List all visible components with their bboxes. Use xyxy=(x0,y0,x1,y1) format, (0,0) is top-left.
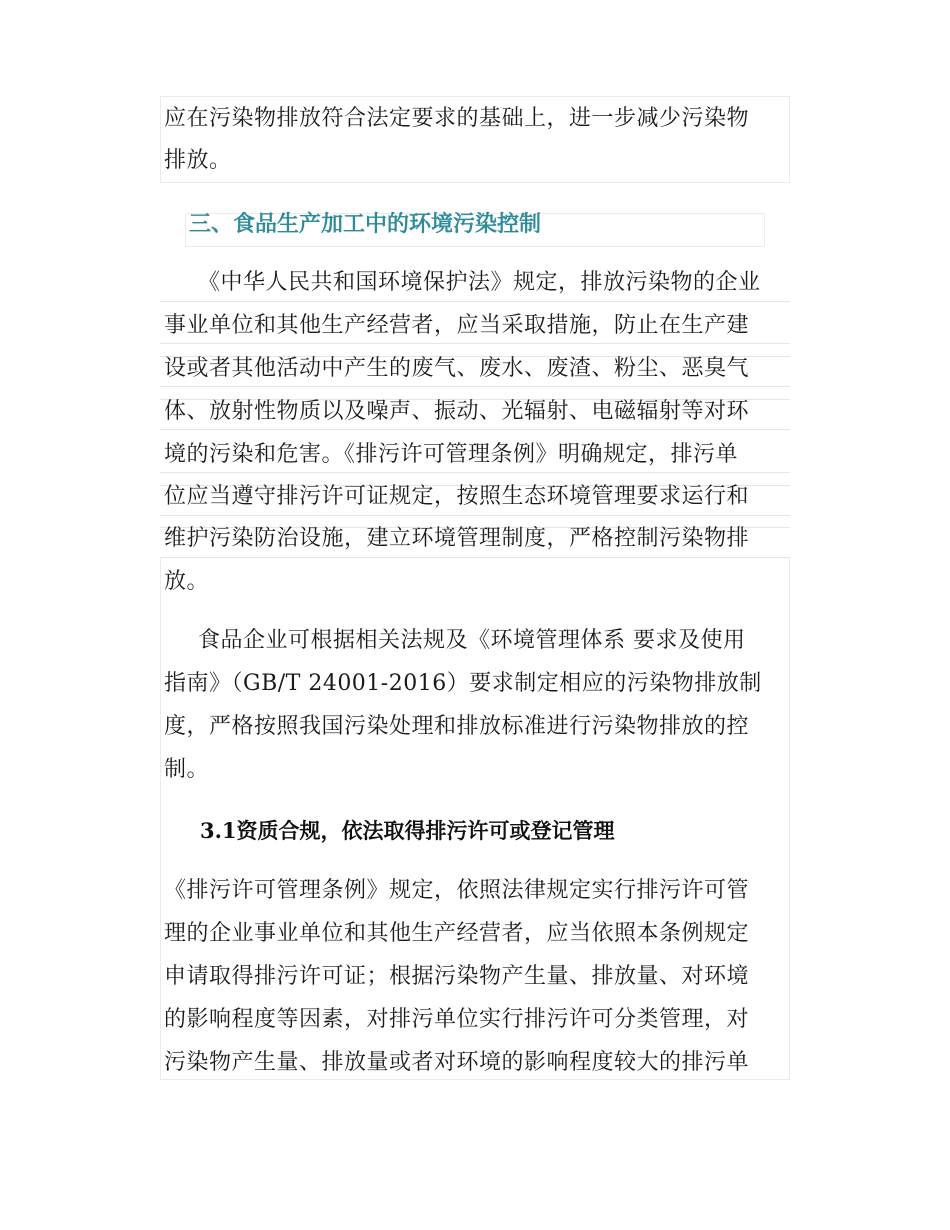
text-rule xyxy=(160,343,790,344)
paragraph-line: 申请取得排污许可证；根据污染物产生量、排放量、对环境 xyxy=(164,964,750,989)
paragraph-line: 度，严格按照我国污染处理和排放标准进行污染物排放的控 xyxy=(164,714,750,739)
text-rule xyxy=(160,386,790,387)
paragraph-line: 的影响程度等因素，对排污单位实行排污许可分类管理，对 xyxy=(164,1007,750,1032)
text-rule xyxy=(160,429,790,430)
paragraph-line: 污染物产生量、排放量或者对环境的影响程度较大的排污单 xyxy=(164,1050,750,1075)
paragraph-line: 《排污许可管理条例》规定，依照法律规定实行排污许可管 xyxy=(164,878,750,903)
text-rule xyxy=(160,515,790,516)
paragraph-line: 位应当遵守排污许可证规定，按照生态环境管理要求运行和 xyxy=(164,484,750,509)
section-heading: 三、食品生产加工中的环境污染控制 xyxy=(189,212,542,237)
paragraph-line: 境的污染和危害。《排污许可管理条例》明确规定，排污单 xyxy=(164,442,739,467)
paragraph-line: 维护污染防治设施，建立环境管理制度，严格控制污染物排 xyxy=(164,526,750,551)
paragraph-line: 排放。 xyxy=(164,148,232,173)
paragraph-line: 事业单位和其他生产经营者，应当采取措施，防止在生产建 xyxy=(164,313,750,338)
paragraph-line: 理的企业事业单位和其他生产经营者，应当依照本条例规定 xyxy=(164,921,750,946)
paragraph-line: 应在污染物排放符合法定要求的基础上，进一步减少污染物 xyxy=(164,106,750,131)
text-rule xyxy=(160,301,790,302)
paragraph-line: 体、放射性物质以及噪声、振动、光辐射、电磁辐射等对环 xyxy=(164,399,750,424)
paragraph-line: 《中华人民共和国环境保护法》规定，排放污染物的企业 xyxy=(198,270,761,295)
subsection-heading: 3.1资质合规，依法取得排污许可或登记管理 xyxy=(200,818,615,843)
paragraph-line: 制。 xyxy=(164,757,210,782)
paragraph-line: 设或者其他活动中产生的废气、废水、废渣、粉尘、恶臭气 xyxy=(164,356,750,381)
paragraph-line: 指南》（GB/T 24001-2016）要求制定相应的污染物排放制 xyxy=(164,671,762,696)
text-rule xyxy=(160,472,790,473)
paragraph-line: 放。 xyxy=(164,569,210,594)
paragraph-line: 食品企业可根据相关法规及《环境管理体系 要求及使用 xyxy=(198,628,746,653)
